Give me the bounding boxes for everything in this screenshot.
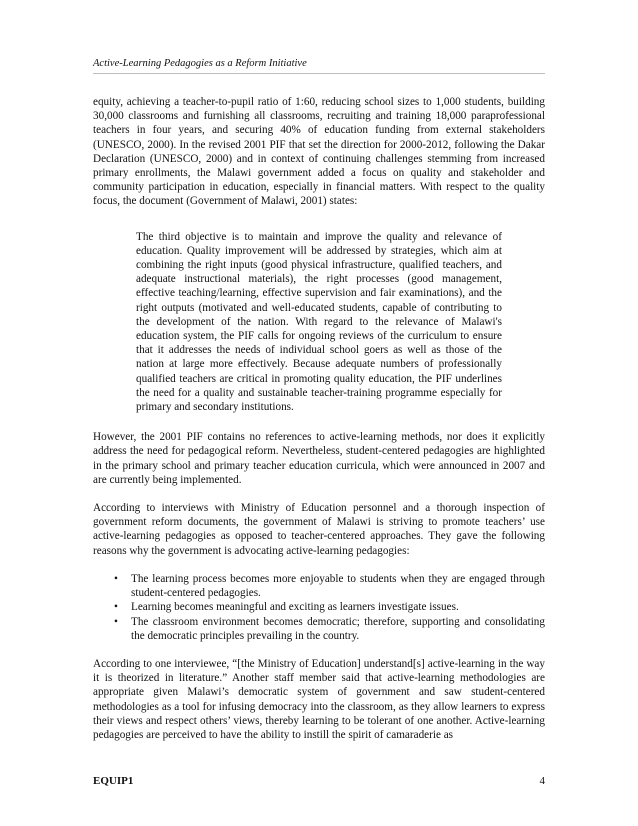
- paragraph-3: According to interviews with Ministry of Education personnel and a thorough inspection of government reform documents, the government of Malawi is striving to promote teachers’ use active-learning pedagogies as opposed to teacher-centered approaches. They gave the following reasons why the government is advocating active-learning pedagogies:: [93, 502, 545, 557]
- page-number: 4: [539, 775, 545, 787]
- bullet-icon: •: [114, 601, 118, 614]
- paragraph-2: However, the 2001 PIF contains no references to active-learning methods, nor does it explicitly address the need for pedagogical reform. Nevertheless, student-centered pedagogies are highlighted in the primary school and primary teacher education curricula, which were announced in 2007 and are currently being implemented.: [93, 431, 545, 486]
- bullet-icon: •: [114, 572, 118, 585]
- list-item-text: The classroom environment becomes democratic; therefore, supporting and consolidating the democratic principles prevailing in the country.: [131, 615, 545, 642]
- bullet-icon: •: [114, 615, 118, 628]
- list-item: [93, 600, 545, 614]
- page-body: [93, 95, 545, 756]
- paragraph-1: equity, achieving a teacher-to-pupil ratio of 1:60, reducing school sizes to 1,000 students, building 30,000 classrooms and furnishing all classrooms, recruiting and training 18,000 paraprofessional teachers in four years, and securing 40% of education funding from external stakeholders (UNESCO, 2000). In the revised 2001 PIF that set the direction for 2000-2012, following the Dakar Declaration (UNESCO, 2000) and in context of continuing challenges stemming from increased primary enrollments, the Malawi government added a focus on quality and stakeholder and community participation in education, especially in financial matters. With respect to the quality focus, the document (Government of Malawi, 2001) states:: [93, 96, 545, 208]
- block-quote: The third objective is to maintain and improve the quality and relevance of education. Quality improvement will be addressed by strategies, which aim at combining the right inputs (good physical infrastructure, qualified teachers, and adequate instructional materials), the right processes (good management, effective teaching/learning, effective supervision and fair examinations), and the right outputs (motivated and well-educated students, capable of contributing to the development of the nation. With regard to the relevance of Malawi's education system, the PIF calls for ongoing reviews of the curriculum to ensure that it addresses the needs of individual school goers as well as those of the nation at large more effectively. Because adequate numbers of professionally qualified teachers are critical in promoting quality education, the PIF underlines the need for a quality and sustainable teacher-training programme especially for primary and secondary institutions.: [136, 230, 502, 414]
- list-item: [93, 615, 545, 643]
- reasons-list: [93, 572, 545, 643]
- list-item: [93, 572, 545, 600]
- list-item-text: Learning becomes meaningful and exciting as learners investigate issues.: [131, 601, 459, 614]
- paragraph-4: According to one interviewee, “[the Ministry of Education] understand[s] active-learning in the way it is theorized in literature.” Another staff member said that active-learning methodologies are appropriate given Malawi’s democratic system of government and saw student-centered methodologies as a tool for infusing democracy into the classroom, as they allow learners to express their views and respect others’ views, thereby learning to be tolerant of one another. Active-learning pedagogies are perceived to have the ability to instill the spirit of camaraderie as: [93, 657, 545, 741]
- list-item-text: The learning process becomes more enjoyable to students when they are engaged through student-centered pedagogies.: [131, 572, 545, 600]
- footer-label: EQUIP1: [93, 775, 134, 787]
- running-header: Active-Learning Pedagogies as a Reform Initiative: [93, 58, 545, 74]
